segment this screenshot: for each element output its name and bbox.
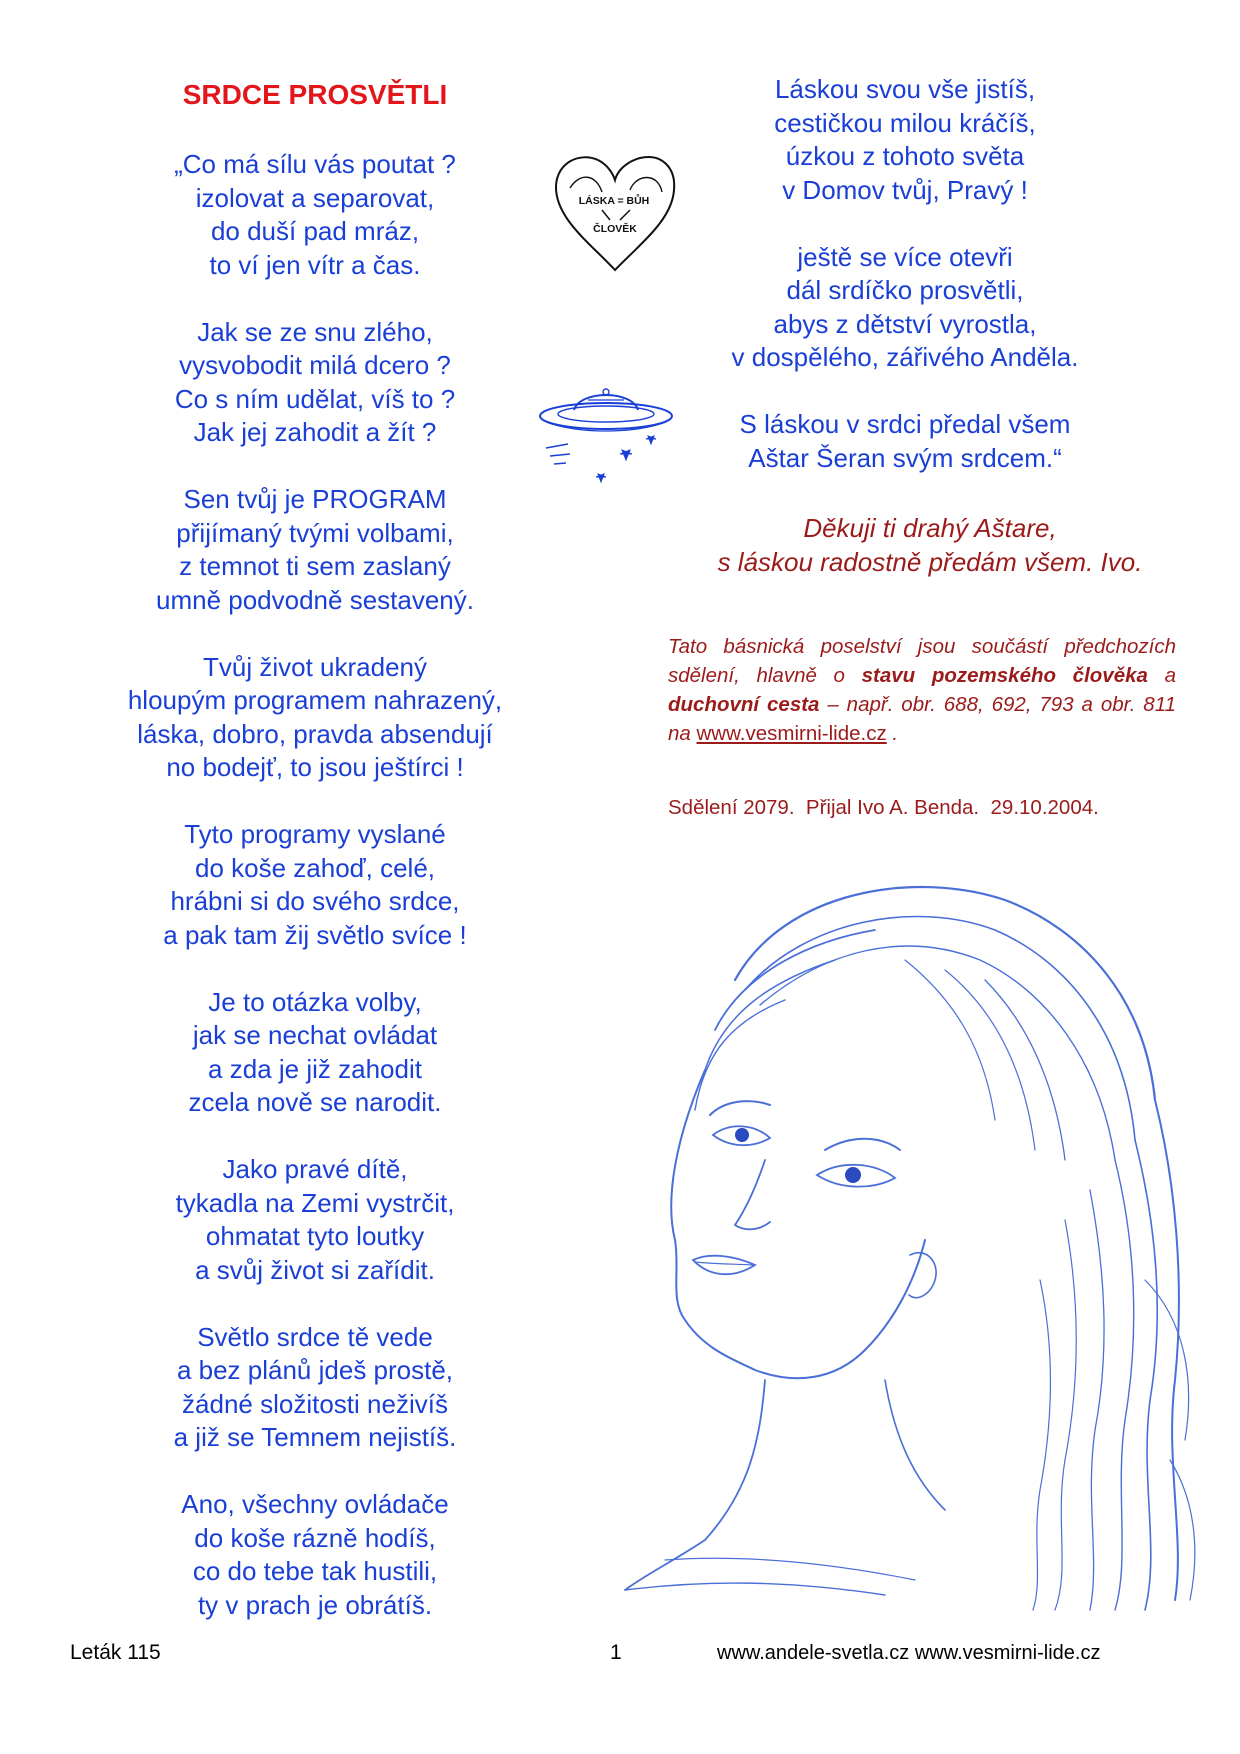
poem-left-line: Ano, všechny ovládače: [181, 1489, 449, 1519]
signature-line: Sdělení 2079. Přijal Ivo A. Benda. 29.10.2004.: [668, 796, 1099, 819]
poem-right-line: úzkou z tohoto světa: [785, 141, 1025, 171]
poem-left-line: izolovat a separovat,: [195, 182, 435, 213]
poem-left-stanza: [95, 818, 535, 952]
poem-left-stanza: [95, 1321, 535, 1455]
thanks-note: [655, 512, 1205, 579]
poem-left-line: no bodejť, to jsou ještírci !: [166, 752, 464, 782]
heart-icon-bottom-label: ČLOVĚK: [593, 223, 637, 235]
poem-left-line: to ví jen vítr a čas.: [209, 249, 421, 280]
poem-left-line: a svůj život si zařídit.: [195, 1254, 435, 1285]
poem-right-stanza: [655, 73, 1155, 207]
poem-right-stanza: [655, 241, 1155, 375]
poem-left-line: a zda je již zahodit: [208, 1053, 422, 1084]
poem-left-line: Co s ním udělat, víš to ?: [174, 383, 456, 414]
poem-left-line: a pak tam žij světlo svíce !: [163, 919, 467, 950]
note-bold-2: duchovní cesta: [668, 693, 820, 716]
poem-left-line: „Co má sílu vás poutat ?: [174, 149, 456, 179]
poem-left-line: zcela nově se narodit.: [188, 1087, 442, 1117]
portrait-sketch: [585, 860, 1210, 1620]
poem-left-line: ohmatat tyto loutky: [205, 1221, 425, 1251]
poem-left-line: Je to otázka volby,: [208, 986, 422, 1017]
poem-left-line: umně podvodně sestavený.: [156, 584, 474, 615]
poem-left-line: žádné složitosti neživíš: [182, 1388, 448, 1419]
poem-right-line: v dospělého, zářivého Anděla.: [731, 342, 1079, 372]
poem-left-line: ty v prach je obrátíš.: [197, 1589, 433, 1620]
poem-right-stanza: [655, 408, 1155, 475]
poem-left-line: hloupým programem nahrazený,: [127, 685, 503, 715]
poem-right-line: S láskou v srdci předal všem: [739, 409, 1071, 439]
poem-left-line: do duší pad mráz,: [210, 216, 420, 246]
note-text-4: .: [886, 722, 899, 745]
poem-left-stanza: [95, 1153, 535, 1287]
poem-left-stanza: [95, 1488, 535, 1622]
heart-icon-top-label: LÁSKA = BŮH: [578, 195, 650, 207]
poem-left-line: láska, dobro, pravda absendují: [137, 718, 493, 749]
poem-right-line: Aštar Šeran svým srdcem.“: [748, 442, 1062, 473]
poem-left-line: hrábni si do svého srdce,: [170, 886, 460, 916]
poem-left-line: co do tebe tak hustili,: [192, 1556, 438, 1586]
poem-right-line: abys z dětství vyrostla,: [773, 308, 1037, 339]
poem-left-stanza: [95, 316, 535, 450]
poem-left-line: Jak jej zahodit a žít ?: [193, 417, 437, 447]
poem-left-line: do koše zahoď, celé,: [194, 852, 436, 883]
website-link[interactable]: www.vesmirni-lide.cz: [696, 722, 887, 745]
poem-right-line: cestičkou milou kráčíš,: [774, 107, 1036, 138]
poem-right-line: v Domov tvůj, Pravý !: [782, 174, 1028, 205]
poem-right-column: [655, 73, 1155, 509]
poem-left-column: [95, 148, 535, 1656]
note-text-3: – např. obr. 688, 692, 793 a obr. 811 na: [668, 693, 1176, 745]
note-bold-1: stavu pozemského člověka: [861, 664, 1148, 687]
poem-left-line: do koše rázně hodíš,: [194, 1522, 436, 1553]
footer-leaflet-number: Leták 115: [70, 1641, 161, 1664]
poem-right-line: ještě se více otevři: [797, 241, 1013, 272]
thanks-line-1: Děkuji ti drahý Aštare,: [803, 513, 1057, 543]
footer-websites[interactable]: www.andele-svetla.cz www.vesmirni-lide.cz: [717, 1642, 1101, 1664]
poem-left-stanza: [95, 483, 535, 617]
poem-left-line: Jako pravé dítě,: [222, 1154, 408, 1184]
poem-left-line: jak se nechat ovládat: [192, 1020, 438, 1050]
poem-left-stanza: [95, 986, 535, 1120]
poem-left-line: tykadla na Zemi vystrčit,: [175, 1187, 455, 1218]
poem-right-line: dál srdíčko prosvětli,: [786, 275, 1024, 305]
poem-left-line: přijímaný tvými volbami,: [176, 517, 454, 548]
poem-title: SRDCE PROSVĚTLI: [182, 79, 448, 110]
poem-left-stanza: [95, 651, 535, 785]
info-note: [668, 632, 1176, 748]
footer-page-number: 1: [610, 1641, 622, 1664]
poem-left-line: vysvobodit milá dcero ?: [179, 350, 451, 380]
poem-left-line: Jak se ze snu zlého,: [197, 316, 433, 347]
poem-right-line: Láskou svou vše jistíš,: [774, 74, 1036, 104]
poem-left-line: Tyto programy vyslané: [184, 819, 446, 849]
note-text-2: a: [1147, 664, 1176, 687]
poem-left-line: a již se Temnem nejistíš.: [173, 1422, 457, 1452]
poem-left-line: Světlo srdce tě vede: [197, 1321, 433, 1352]
poem-left-line: z temnot ti sem zaslaný: [179, 551, 451, 581]
thanks-line-2: s láskou radostně předám všem. Ivo.: [717, 546, 1143, 577]
poem-left-line: a bez plánů jdeš prostě,: [176, 1355, 454, 1385]
poem-left-stanza: [95, 148, 535, 282]
note-text-1: Tato básnická poselství jsou součástí předchozích sdělení, hlavně o: [668, 635, 1176, 687]
poem-left-line: Sen tvůj je PROGRAM: [183, 484, 447, 514]
poem-left-line: Tvůj život ukradený: [203, 651, 427, 682]
